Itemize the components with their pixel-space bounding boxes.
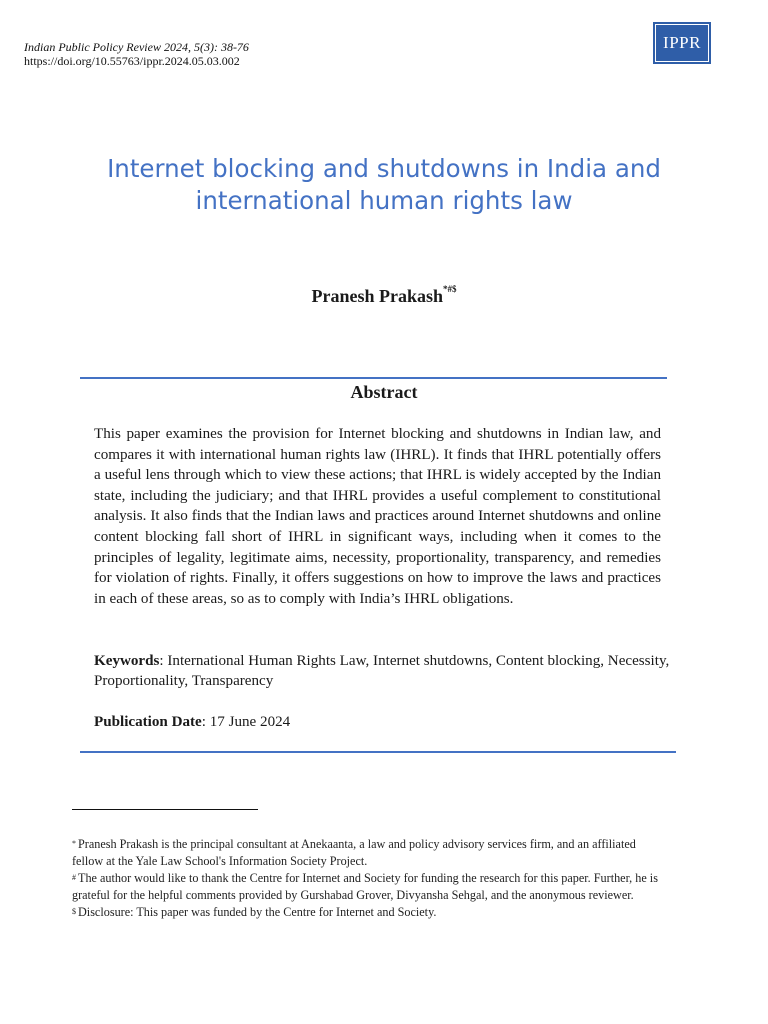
footnote-mark: # [72, 873, 76, 882]
paper-title: Internet blocking and shutdowns in India and international human rights law [107, 154, 661, 215]
footnote-item [72, 836, 662, 870]
footnote-text: The author would like to thank the Centre for Internet and Society for funding the research for this paper. Further, he is grateful for the helpful comments provided by Gurshabad Grover, Divyansha Sehgal, and the anonymous reviewer. [72, 871, 658, 902]
footnote-divider [72, 809, 258, 810]
footnotes [72, 836, 662, 921]
journal-header [24, 40, 249, 68]
publication-date [94, 712, 290, 732]
footnote-item [72, 870, 662, 904]
footnote-item [72, 904, 662, 921]
footnote-text: Disclosure: This paper was funded by the Centre for Internet and Society. [78, 905, 437, 919]
footnote-mark: * [72, 839, 76, 848]
abstract-bottom-divider [80, 751, 676, 753]
keywords-label: Keywords [94, 653, 160, 669]
publication-date-value: : 17 June 2024 [201, 714, 291, 730]
logo-text: IPPR [663, 33, 701, 52]
author-footnote-marks: *#$ [443, 284, 457, 294]
journal-citation: Indian Public Policy Review 2024, 5(3): 38-76 [24, 40, 249, 54]
abstract-body: This paper examines the provision for Internet blocking and shutdowns in Indian law, and compares it with international human rights law (IHRL). It finds that IHRL potentially offers a useful lens through which to view these actions; that IHRL is widely accepted by the Indian state, including the judiciary; and that IHRL provides a useful complement to constitutional analysis. It also finds that the Indian laws and practices around Internet shutdowns and online content blocking fall short of IHRL in significant ways, including when it comes to the principles of legality, legitimate aims, necessity, proportionality, transparency, and remedies for violation of rights. Finally, it offers suggestions on how to improve the laws and practices in each of these areas, so as to comply with India’s IHRL obligations. [94, 426, 661, 607]
abstract-heading: Abstract [350, 382, 418, 402]
doi-link[interactable]: https://doi.org/10.55763/ippr.2024.05.03.002 [24, 54, 240, 68]
keywords-value: : International Human Rights Law, Internet shutdowns, Content blocking, Necessity, Proportionality, Transparency [94, 653, 670, 689]
footnote-mark: $ [72, 907, 76, 916]
journal-logo [653, 22, 711, 64]
publication-date-label: Publication Date [94, 714, 202, 730]
abstract-top-divider [80, 377, 667, 379]
author-name: Pranesh Prakash [311, 286, 443, 306]
footnote-text: Pranesh Prakash is the principal consultant at Anekaanta, a law and policy advisory services firm, and an affiliated fellow at the Yale Law School's Information Society Project. [72, 837, 636, 868]
author-line [0, 286, 768, 307]
keywords [94, 651, 674, 691]
